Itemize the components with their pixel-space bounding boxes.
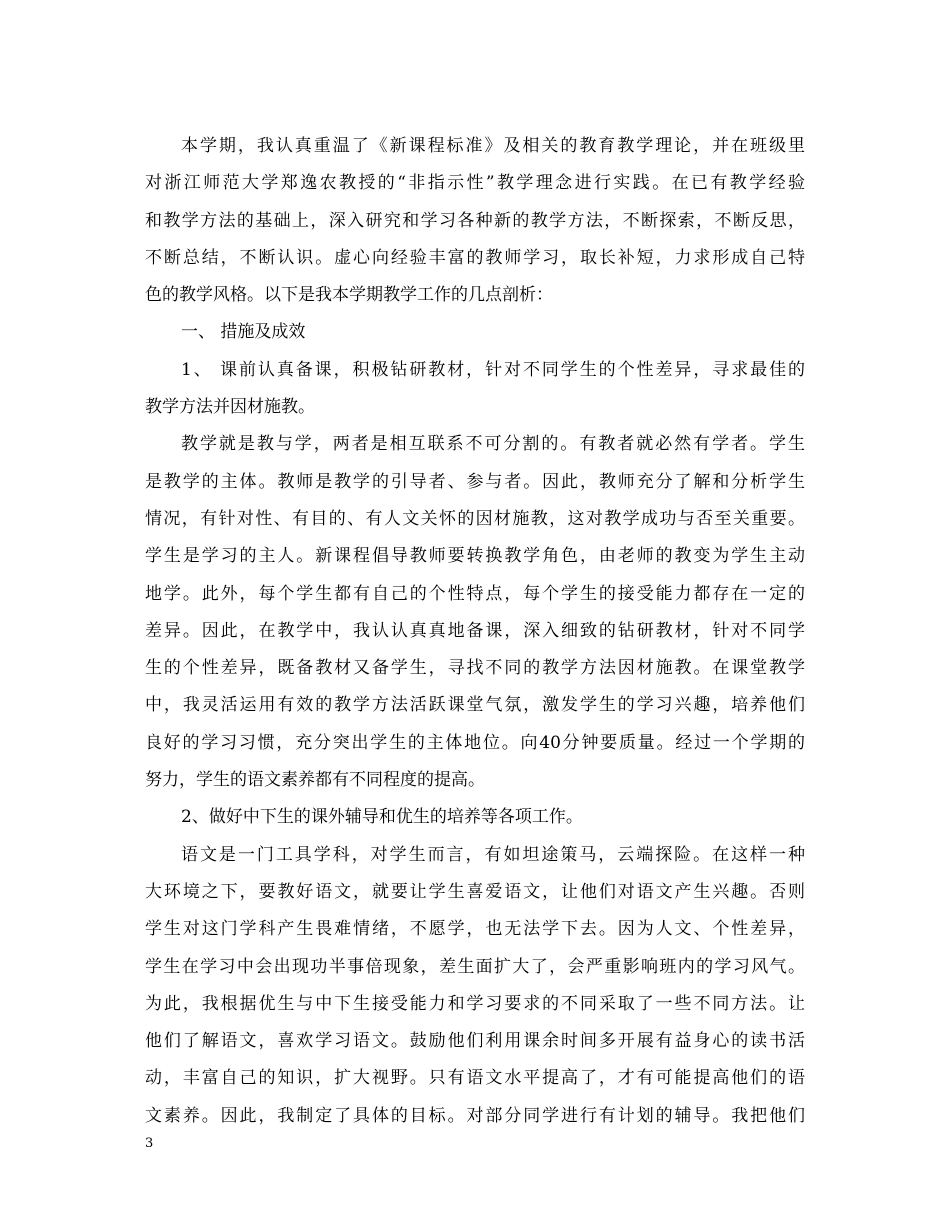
paragraph-line: 语文是一门工具学科，对学生而言，有如坦途策马，云端探险。在这样一种 <box>181 844 805 865</box>
paragraph-line: 色的教学风格。以下是我本学期教学工作的几点剖析： <box>145 285 553 306</box>
paragraph-line: 对浙江师范大学郑逸农教授的“非指示性”教学理念进行实践。在已有教学经验 <box>145 173 805 194</box>
paragraph-line: 努力，学生的语文素养都有不同程度的提高。 <box>145 770 485 791</box>
subsection-heading: 1、 课前认真备课，积极钻研教材，针对不同学生的个性差异，寻求最佳的 <box>181 359 805 380</box>
paragraph-line: 地学。此外，每个学生都有自己的个性特点，每个学生的接受能力都存在一定的 <box>145 583 805 604</box>
paragraph-line: 和教学方法的基础上，深入研究和学习各种新的教学方法，不断探索，不断反思， <box>145 210 805 231</box>
paragraph-line: 情况，有针对性、有目的、有人文关怀的因材施教，这对教学成功与否至关重要。 <box>145 508 805 529</box>
paragraph-line: 是教学的主体。教师是教学的引导者、参与者。因此，教师充分了解和分析学生 <box>145 471 805 492</box>
paragraph-line: 良好的学习习惯，充分突出学生的主体地位。向40分钟要质量。经过一个学期的 <box>145 732 805 753</box>
page-number: 3 <box>145 1136 154 1151</box>
paragraph-line: 动，丰富自己的知识，扩大视野。只有语文水平提高了，才有可能提高他们的语 <box>145 1068 805 1089</box>
body-text <box>145 128 805 1135</box>
subsection-heading-continued: 教学方法并因材施教。 <box>145 397 315 418</box>
paragraph-line: 本学期，我认真重温了《新课程标准》及相关的教育教学理论，并在班级里 <box>181 136 805 156</box>
paragraph-line: 教学就是教与学，两者是相互联系不可分割的。有教者就必然有学者。学生 <box>181 434 805 455</box>
paragraph-line: 不断总结，不断认识。虚心向经验丰富的教师学习，取长补短，力求形成自己特 <box>145 247 805 268</box>
subsection-heading: 2、做好中下生的课外辅导和优生的培养等各项工作。 <box>181 807 583 828</box>
paragraph-line: 大环境之下，要教好语文，就要让学生喜爱语文，让他们对语文产生兴趣。否则 <box>145 881 805 902</box>
paragraph-line: 中，我灵活运用有效的教学方法活跃课堂气氛，激发学生的学习兴趣，培养他们 <box>145 695 805 716</box>
paragraph-line: 文素养。因此，我制定了具体的目标。对部分同学进行有计划的辅导。我把他们 <box>145 1105 805 1126</box>
paragraph-line: 生的个性差异，既备教材又备学生，寻找不同的教学方法因材施教。在课堂教学 <box>145 658 805 679</box>
paragraph-line: 学生在学习中会出现功半事倍现象，差生面扩大了，会严重影响班内的学习风气。 <box>145 956 805 977</box>
section-heading: 一、 措施及成效 <box>181 322 306 343</box>
paragraph-line: 他们了解语文，喜欢学习语文。鼓励他们利用课余时间多开展有益身心的读书活 <box>145 1031 805 1052</box>
paragraph-line: 差异。因此，在教学中，我认认真真地备课，深入细致的钻研教材，针对不同学 <box>145 620 805 641</box>
paragraph-line: 学生对这门学科产生畏难情绪，不愿学，也无法学下去。因为人文、个性差异， <box>145 919 805 940</box>
paragraph-line: 学生是学习的主人。新课程倡导教师要转换教学角色，由老师的教变为学生主动 <box>145 546 805 567</box>
paragraph-line: 为此，我根据优生与中下生接受能力和学习要求的不同采取了一些不同方法。让 <box>145 993 805 1014</box>
